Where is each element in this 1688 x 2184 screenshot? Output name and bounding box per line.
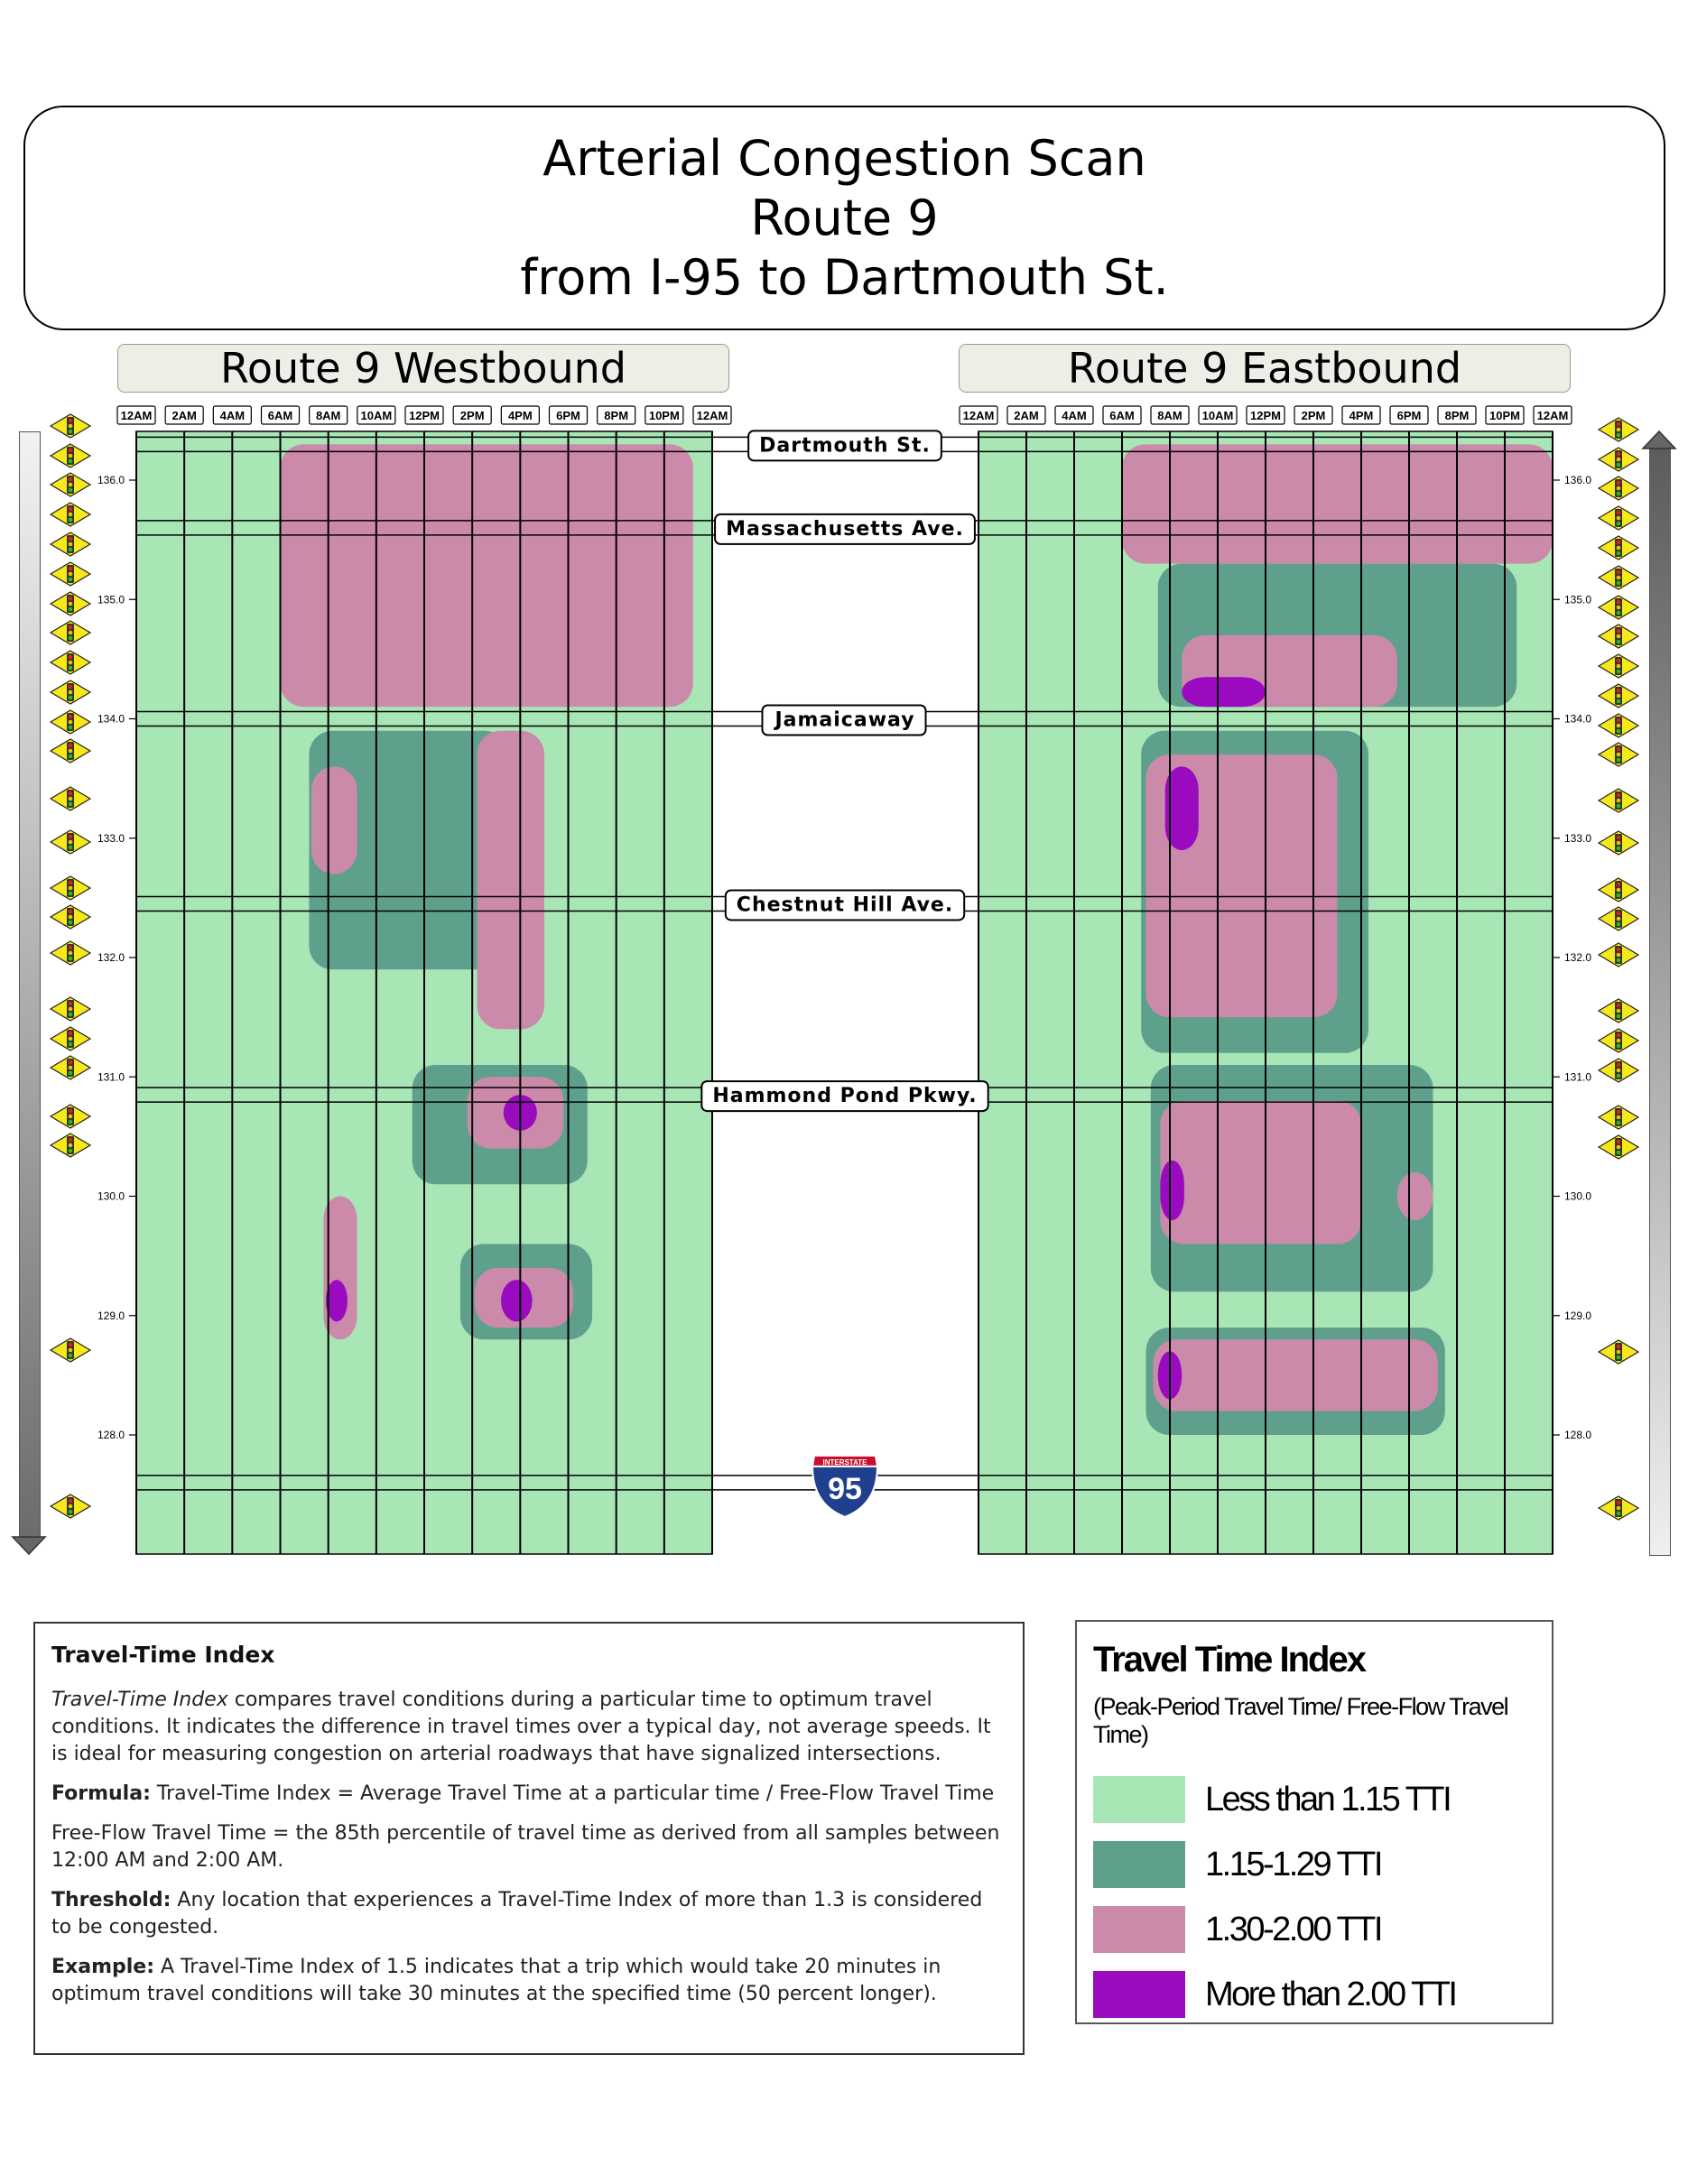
signal-light-green [69, 1354, 73, 1358]
signal-light-green [1617, 922, 1621, 927]
up-arrow-head [1643, 431, 1675, 449]
x-tick-label: 6PM [556, 409, 580, 422]
legend-swatch [1093, 1841, 1185, 1888]
eastbound-title: Route 9 Eastbound [959, 344, 1571, 393]
signal-light-yellow [69, 454, 73, 458]
signal-light-red [1617, 629, 1621, 634]
y-tick-label: 131.0 [97, 1070, 125, 1084]
signal-light-red [1617, 541, 1621, 545]
signal-light-green [1617, 1121, 1621, 1125]
signal-light-yellow [69, 1066, 73, 1070]
signal-light-green [1617, 1512, 1621, 1516]
signal-light-yellow [69, 424, 73, 429]
x-tick-label: 12AM [696, 409, 728, 422]
signal-light-green [1617, 729, 1621, 734]
signal-light-green [69, 666, 73, 671]
info-freeflow: Free-Flow Travel Time = the 85th percentile of travel time as derived from all samples between 12:00 AM and 2:00 AM. [51, 1822, 1000, 1872]
info-threshold-label: Threshold: [51, 1889, 172, 1911]
info-formula-text: Travel-Time Index = Average Travel Time at a particular time / Free-Flow Travel Time [150, 1782, 995, 1805]
signal-light-green [1617, 522, 1621, 526]
signal-light-green [1617, 611, 1621, 615]
signal-light-red [69, 449, 73, 453]
signal-light-yellow [69, 915, 73, 920]
signal-light-red [1617, 689, 1621, 693]
signal-light-red [69, 881, 73, 885]
y-tick-label: 133.0 [1564, 831, 1592, 845]
x-tick-label: 2PM [459, 409, 485, 422]
signal-light-red [1617, 1140, 1621, 1144]
title-line-2: Route 9 [750, 189, 939, 246]
legend-item [1093, 1832, 1539, 1897]
x-tick-label: 2PM [1301, 409, 1326, 422]
signal-light-green [69, 488, 73, 493]
info-intro-term: Travel-Time Index [51, 1689, 228, 1711]
info-example-text: A Travel-Time Index of 1.5 indicates that a trip which would take 20 minutes in optimum travel conditions will take 30 minutes at the specified time (50 percent longer). [51, 1956, 941, 2005]
x-tick-label: 12AM [1536, 409, 1569, 422]
signal-light-yellow [69, 661, 73, 665]
legend-swatch [1093, 1971, 1185, 2018]
down-arrow-head [13, 1537, 45, 1554]
title-line-3: from I-95 to Dartmouth St. [520, 248, 1169, 306]
info-intro [51, 1687, 1008, 1768]
signal-light-red [1617, 793, 1621, 798]
signal-light-green [1617, 1151, 1621, 1155]
signal-light-yellow [1617, 664, 1621, 669]
congestion-region [501, 1280, 533, 1321]
info-heading: Travel-Time Index [51, 1642, 275, 1668]
signal-light-red [69, 685, 73, 689]
legend-label: More than 2.00 TTI [1205, 1975, 1456, 2013]
signal-light-red [69, 1138, 73, 1143]
signal-light-green [69, 1042, 73, 1047]
y-tick-label: 132.0 [1564, 951, 1592, 964]
signal-light-green [1617, 1014, 1621, 1019]
x-tick-label: 4AM [219, 409, 246, 422]
signal-light-yellow [69, 1115, 73, 1119]
y-tick-label: 128.0 [97, 1429, 125, 1441]
signal-light-red [69, 567, 73, 571]
congestion-region [1160, 1101, 1361, 1245]
signal-light-red [1617, 948, 1621, 952]
signal-light-red [1617, 659, 1621, 663]
signal-light-red [1617, 1345, 1621, 1349]
congestion-region [1153, 1339, 1437, 1411]
congestion-region [477, 731, 543, 1030]
info-formula-label: Formula: [51, 1782, 151, 1805]
signal-light-green [69, 578, 73, 582]
signal-light-yellow [69, 749, 73, 754]
signal-light-yellow [1617, 1350, 1621, 1355]
signal-light-green [69, 726, 73, 730]
signal-light-green [1617, 958, 1621, 963]
congestion-region [1122, 444, 1553, 563]
x-tick-label: 10AM [1201, 409, 1234, 422]
legend-title: Travel Time Index [1093, 1640, 1365, 1680]
y-tick-label: 135.0 [1564, 593, 1592, 606]
signal-light-yellow [69, 720, 73, 725]
i95-shield-number: 95 [828, 1471, 862, 1506]
info-example-label: Example: [51, 1956, 154, 1978]
signal-light-yellow [69, 1504, 73, 1509]
signal-light-green [69, 921, 73, 925]
signal-light-yellow [1617, 694, 1621, 699]
signal-light-green [1617, 1356, 1621, 1360]
signal-light-red [1617, 883, 1621, 887]
signal-light-yellow [1617, 1115, 1621, 1120]
signal-light-yellow [1617, 516, 1621, 521]
i95-shield-label: INTERSTATE [822, 1458, 867, 1467]
signal-light-red [69, 1109, 73, 1114]
info-threshold [51, 1887, 1008, 1941]
legend-swatch [1093, 1776, 1185, 1823]
signal-light-green [1617, 581, 1621, 586]
y-tick-label: 134.0 [97, 712, 125, 726]
x-tick-label: 12AM [962, 409, 995, 422]
legend-label: 1.15-1.29 TTI [1205, 1845, 1381, 1883]
signal-light-red [69, 597, 73, 601]
signal-light-yellow [69, 1143, 73, 1148]
legend [1075, 1620, 1554, 2024]
signal-light-yellow [1617, 888, 1621, 893]
signal-light-yellow [1617, 724, 1621, 728]
legend-item [1093, 1962, 1539, 2027]
signal-light-red [69, 655, 73, 660]
signal-light-yellow [69, 631, 73, 635]
x-tick-label: 6PM [1396, 409, 1422, 422]
y-tick-label: 131.0 [1564, 1070, 1592, 1084]
signal-light-green [1617, 804, 1621, 809]
signal-light-yellow [69, 572, 73, 577]
signal-light-green [69, 1510, 73, 1514]
signal-light-yellow [1617, 634, 1621, 639]
x-tick-label: 8PM [604, 409, 629, 422]
signal-light-green [69, 518, 73, 523]
congestion-region [311, 766, 357, 874]
westbound-title: Route 9 Westbound [117, 344, 729, 393]
y-tick-label: 130.0 [1564, 1189, 1592, 1203]
signal-light-red [69, 715, 73, 719]
signal-light-green [1617, 433, 1621, 438]
signal-light-yellow [1617, 458, 1621, 462]
signal-light-red [1617, 747, 1621, 752]
x-tick-label: 4PM [507, 409, 533, 422]
signal-light-red [69, 507, 73, 512]
congestion-region [281, 444, 693, 707]
signal-light-green [69, 957, 73, 961]
y-tick-label: 136.0 [97, 474, 125, 486]
signal-light-green [1617, 1044, 1621, 1049]
cross-street-label: Chestnut Hill Ave. [736, 893, 954, 917]
x-tick-label: 10PM [1489, 409, 1520, 422]
signal-light-yellow [1617, 1069, 1621, 1073]
signal-light-yellow [69, 542, 73, 547]
signal-light-red [1617, 718, 1621, 723]
signal-light-yellow [1617, 841, 1621, 846]
signal-light-green [1617, 758, 1621, 763]
x-tick-label: 6AM [267, 409, 293, 422]
signal-light-red [1617, 1501, 1621, 1505]
y-tick-label: 128.0 [1564, 1429, 1592, 1441]
signal-light-yellow [1617, 428, 1621, 432]
signal-light-yellow [69, 951, 73, 956]
signal-light-green [69, 548, 73, 552]
x-tick-label: 2AM [1014, 409, 1039, 422]
y-tick-label: 135.0 [97, 593, 125, 606]
signal-light-yellow [1617, 1039, 1621, 1043]
signal-light-red [69, 744, 73, 748]
signal-light-yellow [69, 513, 73, 517]
x-tick-label: 2AM [172, 409, 197, 422]
signal-light-green [69, 459, 73, 464]
signal-light-green [69, 696, 73, 700]
x-tick-label: 4AM [1062, 409, 1087, 422]
signal-light-yellow [1617, 953, 1621, 958]
congestion-region [1182, 677, 1266, 707]
legend-label: Less than 1.15 TTI [1205, 1780, 1451, 1818]
legend-subtitle: (Peak-Period Travel Time/ Free-Flow Travel Time) [1093, 1693, 1508, 1748]
signal-light-yellow [1617, 917, 1621, 921]
signal-light-red [1617, 1004, 1621, 1008]
signal-light-red [69, 1032, 73, 1036]
signal-light-green [69, 892, 73, 896]
signal-light-red [1617, 570, 1621, 575]
signal-light-red [1617, 836, 1621, 840]
signal-light-yellow [1617, 1145, 1621, 1150]
signal-light-red [69, 910, 73, 914]
x-tick-label: 12AM [120, 409, 153, 422]
signal-light-red [69, 946, 73, 950]
signal-light-red [1617, 452, 1621, 457]
signal-light-yellow [1617, 799, 1621, 803]
signal-light-red [1617, 511, 1621, 515]
legend-item [1093, 1897, 1539, 1962]
signal-light-red [69, 791, 73, 796]
signal-light-green [1617, 670, 1621, 674]
signal-light-green [69, 1071, 73, 1076]
cross-street-label: Jamaicaway [774, 708, 915, 732]
signal-light-green [69, 1149, 73, 1153]
signal-light-red [69, 1002, 73, 1006]
x-tick-label: 4PM [1349, 409, 1374, 422]
signal-light-red [69, 835, 73, 839]
signal-light-green [1617, 699, 1621, 704]
signal-light-green [1617, 640, 1621, 644]
signal-light-green [1617, 893, 1621, 898]
x-tick-label: 10AM [360, 409, 393, 422]
signal-light-green [1617, 463, 1621, 467]
signal-light-green [69, 754, 73, 759]
signal-light-yellow [1617, 546, 1621, 551]
congestion-region [1397, 1172, 1433, 1220]
title-line-1: Arterial Congestion Scan [543, 129, 1146, 187]
x-tick-label: 12PM [409, 409, 440, 422]
signal-light-red [1617, 422, 1621, 427]
y-tick-label: 129.0 [1564, 1309, 1592, 1322]
signal-light-yellow [69, 1348, 73, 1353]
signal-light-red [1617, 912, 1621, 916]
signal-light-green [1617, 492, 1621, 496]
signal-light-yellow [69, 690, 73, 695]
x-tick-label: 8AM [315, 409, 341, 422]
signal-light-green [69, 607, 73, 612]
signal-light-red [69, 1060, 73, 1065]
y-tick-label: 132.0 [97, 951, 125, 964]
signal-light-yellow [1617, 486, 1621, 491]
signal-light-yellow [69, 483, 73, 487]
congestion-region [1160, 1161, 1184, 1220]
y-tick-label: 136.0 [1564, 474, 1592, 486]
x-tick-label: 12PM [1250, 409, 1281, 422]
info-box [33, 1622, 1025, 2055]
y-tick-label: 133.0 [97, 831, 125, 845]
signal-light-red [69, 1343, 73, 1347]
signal-light-yellow [69, 886, 73, 891]
signal-light-red [1617, 481, 1621, 486]
signal-light-red [1617, 1063, 1621, 1068]
signal-light-green [69, 846, 73, 850]
legend-item [1093, 1767, 1539, 1832]
signal-light-yellow [69, 602, 73, 606]
legend-swatch [1093, 1906, 1185, 1953]
signal-light-red [1617, 1033, 1621, 1038]
signal-light-green [69, 636, 73, 641]
info-example [51, 1954, 1008, 2008]
x-tick-label: 8PM [1444, 409, 1470, 422]
signal-light-green [1617, 847, 1621, 851]
signal-light-red [69, 419, 73, 423]
signal-light-red [1617, 600, 1621, 605]
info-threshold-text: Any location that experiences a Travel-Time Index of more than 1.3 is considered to be congested. [51, 1889, 983, 1939]
signal-light-yellow [69, 1037, 73, 1041]
signal-light-green [1617, 551, 1621, 556]
info-formula [51, 1781, 1008, 1808]
signal-light-green [69, 802, 73, 807]
signal-light-yellow [1617, 606, 1621, 610]
cross-street-label: Dartmouth St. [759, 434, 931, 458]
signal-light-red [69, 625, 73, 630]
cross-street-label: Massachusetts Ave. [726, 517, 964, 541]
x-tick-label: 6AM [1109, 409, 1135, 422]
info-intro-text: compares travel conditions during a particular time to optimum travel conditions. It indicates the difference in travel times over a typical day, not average speeds. It is ideal for measuring congestion on arterial roadways that have signalized intersections. [51, 1689, 991, 1765]
signal-light-red [69, 477, 73, 482]
signal-light-yellow [1617, 753, 1621, 757]
signal-light-green [69, 1120, 73, 1124]
y-tick-label: 130.0 [97, 1189, 125, 1203]
signal-light-green [69, 1013, 73, 1017]
signal-light-red [1617, 1110, 1621, 1115]
signal-light-yellow [69, 1007, 73, 1012]
y-tick-label: 129.0 [97, 1309, 125, 1322]
signal-light-yellow [1617, 1009, 1621, 1013]
x-tick-label: 8AM [1157, 409, 1183, 422]
signal-light-yellow [1617, 1506, 1621, 1511]
signal-light-green [1617, 1074, 1621, 1078]
signal-light-yellow [69, 840, 73, 845]
x-tick-label: 10PM [648, 409, 680, 422]
signal-light-red [69, 537, 73, 541]
y-tick-label: 134.0 [1564, 712, 1592, 726]
signal-light-yellow [1617, 576, 1621, 580]
legend-label: 1.30-2.00 TTI [1205, 1910, 1381, 1948]
signal-light-yellow [69, 797, 73, 801]
cross-street-label: Hammond Pond Pkwy. [712, 1085, 978, 1108]
signal-light-green [69, 430, 73, 434]
signal-light-red [69, 1499, 73, 1504]
